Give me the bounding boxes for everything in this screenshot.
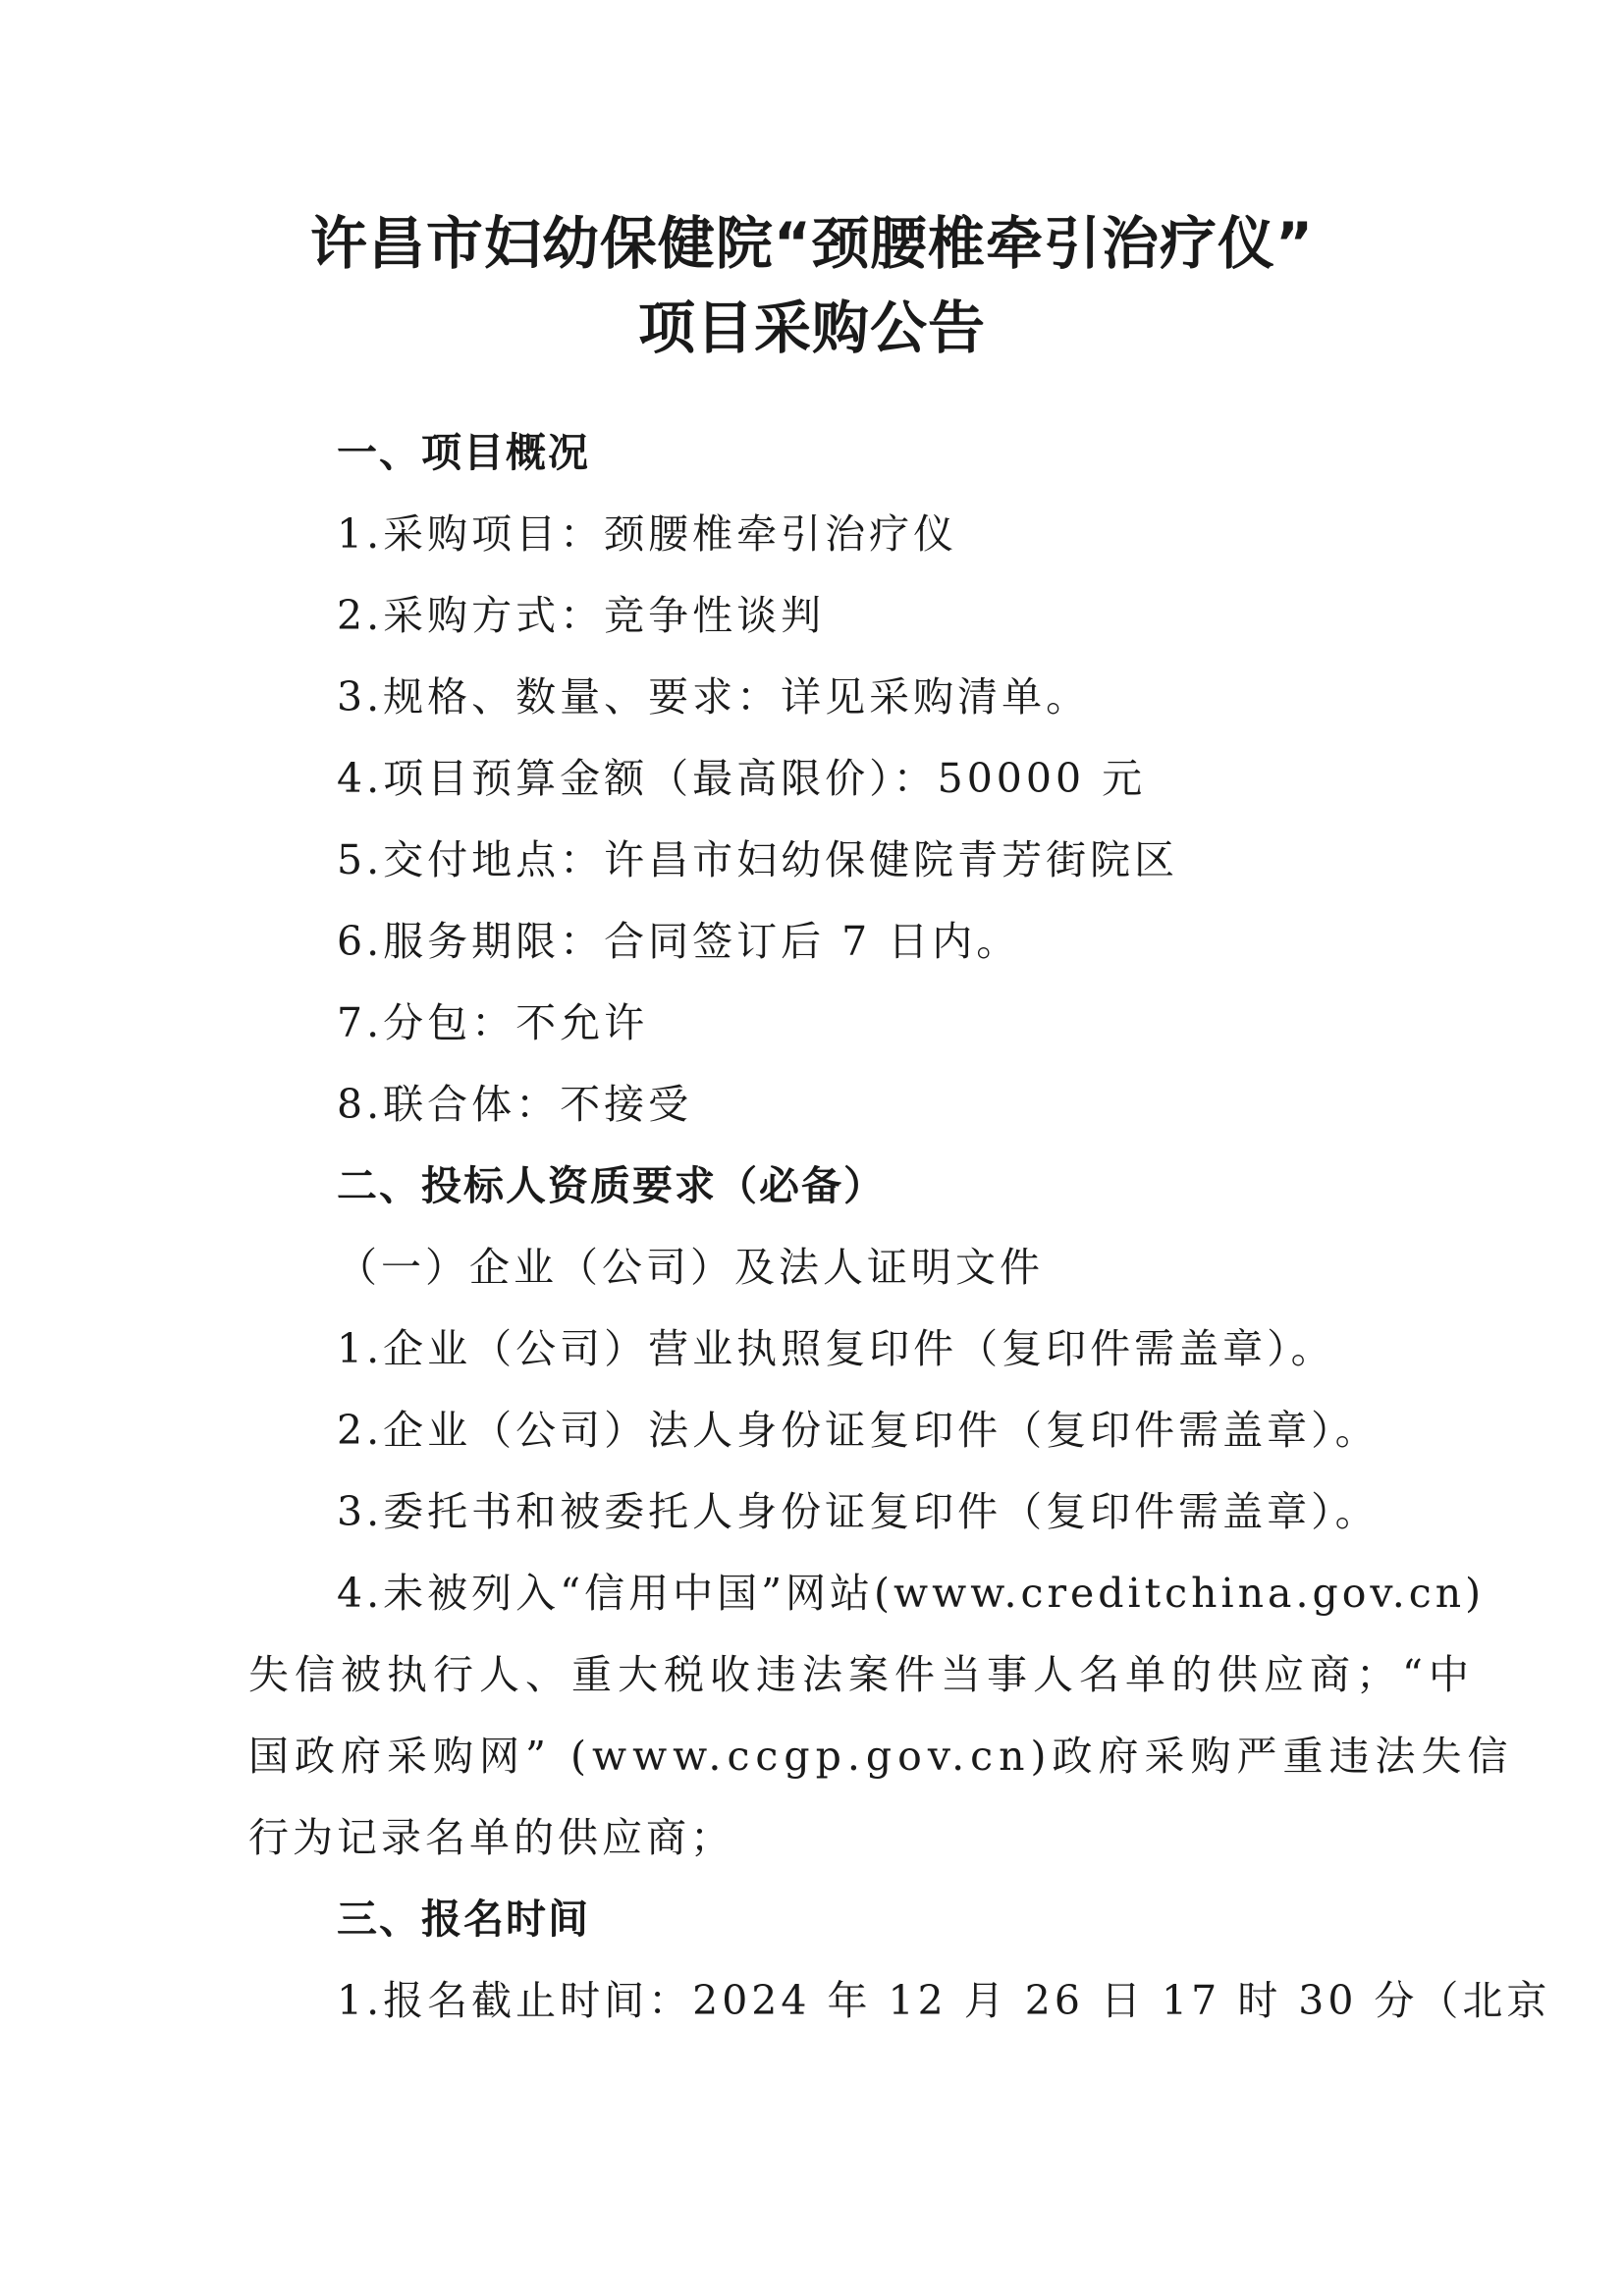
section-2-item-4-line-1: 4.未被列入“信用中国”网站(www.creditchina.gov.cn) <box>337 1570 1486 1617</box>
document-body <box>248 412 1551 2042</box>
section-2-item-4-line-2: 失信被执行人、重大税收违法案件当事人名单的供应商；“中 <box>248 1651 1475 1698</box>
section-3-heading: 三、报名时间 <box>337 1896 590 1943</box>
section-3-item: 1.报名截止时间：2024 年 12 月 26 日 17 时 30 分（北京 <box>337 1977 1551 2024</box>
document-title-line-1: 许昌市妇幼保健院“颈腰椎牵引治疗仪” <box>309 210 1315 277</box>
section-1-item: 1.采购项目：颈腰椎牵引治疗仪 <box>337 510 958 558</box>
section-1-item: 2.采购方式：竞争性谈判 <box>337 592 826 639</box>
section-1-item: 7.分包：不允许 <box>337 999 649 1046</box>
section-1-item: 8.联合体：不接受 <box>337 1081 693 1128</box>
section-1-item: 3.规格、数量、要求：详见采购清单。 <box>337 673 1091 721</box>
section-2-item-4-line-3: 国政府采购网” (www.ccgp.gov.cn)政府采购严重违法失信 <box>248 1733 1514 1780</box>
section-1-heading: 一、项目概况 <box>337 429 590 476</box>
section-2-item: 2.企业（公司）法人身份证复印件（复印件需盖章）。 <box>337 1407 1380 1454</box>
section-2-item: 3.委托书和被委托人身份证复印件（复印件需盖章）。 <box>337 1488 1380 1535</box>
document-title-line-2: 项目采购公告 <box>637 294 986 361</box>
section-1-item: 6.服务期限：合同签订后 7 日内。 <box>337 918 1021 965</box>
section-2-subheading: （一）企业（公司）及法人证明文件 <box>337 1244 1044 1291</box>
section-2-heading: 二、投标人资质要求（必备） <box>337 1162 886 1209</box>
section-2-item: 1.企业（公司）营业执照复印件（复印件需盖章）。 <box>337 1325 1335 1372</box>
section-2-item-4-line-4: 行为记录名单的供应商； <box>248 1814 734 1861</box>
section-1-item: 4.项目预算金额（最高限价）：50000 元 <box>337 755 1147 802</box>
section-1-item: 5.交付地点：许昌市妇幼保健院青芳街院区 <box>337 836 1179 883</box>
